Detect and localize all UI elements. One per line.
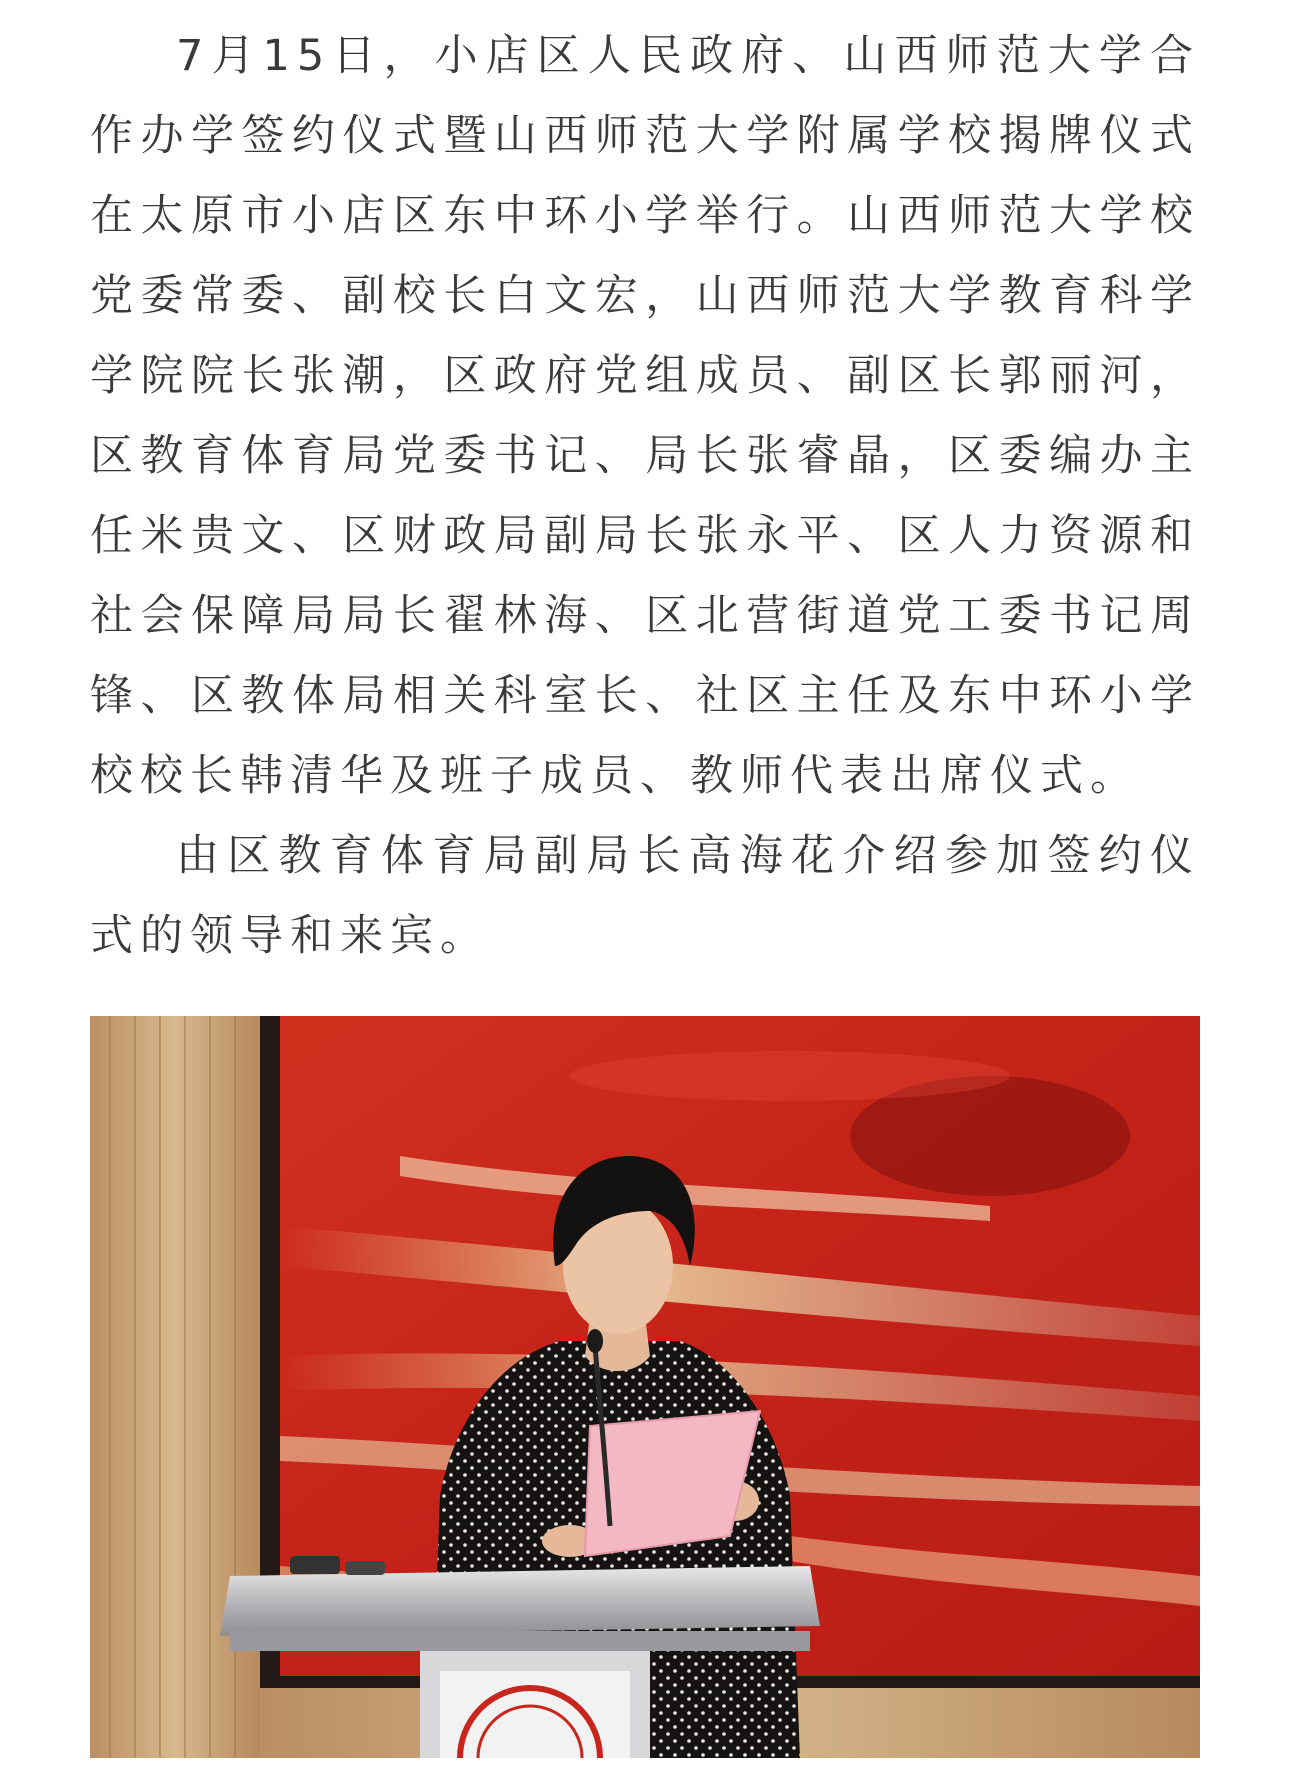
speaker-photo-illustration [90,1016,1200,1758]
paragraph-introduction-of-guests: 由区教育体育局副局长高海花介绍参加签约仪式的领导和来宾。 [90,831,1200,961]
podium-top [220,1566,820,1636]
paragraph-intro: 7月15日，小店区人民政府、山西师范大学合作办学签约仪式暨山西师范大学附属学校揭牌仪式在太原市小店区东中环小学举行。山西师范大学校党委常委、副校长白文宏，山西师范大学教育科学学院院长张潮，区政府党组成员、副区长郭丽河，区教育体育局党委书记、局长张睿晶，区委编办主任米贵文、区财政局副局长张永平、区人力资源和社会保障局局长翟林海、区北营街道党工委书记周锋、区教体局相关科室长、社区主任及东中环小学校校长韩清华及班子成员、教师代表出席仪式。 [90,31,1200,801]
article-body [90,0,1200,976]
article-photo [90,1016,1200,1758]
microphone-icon [587,1329,603,1353]
